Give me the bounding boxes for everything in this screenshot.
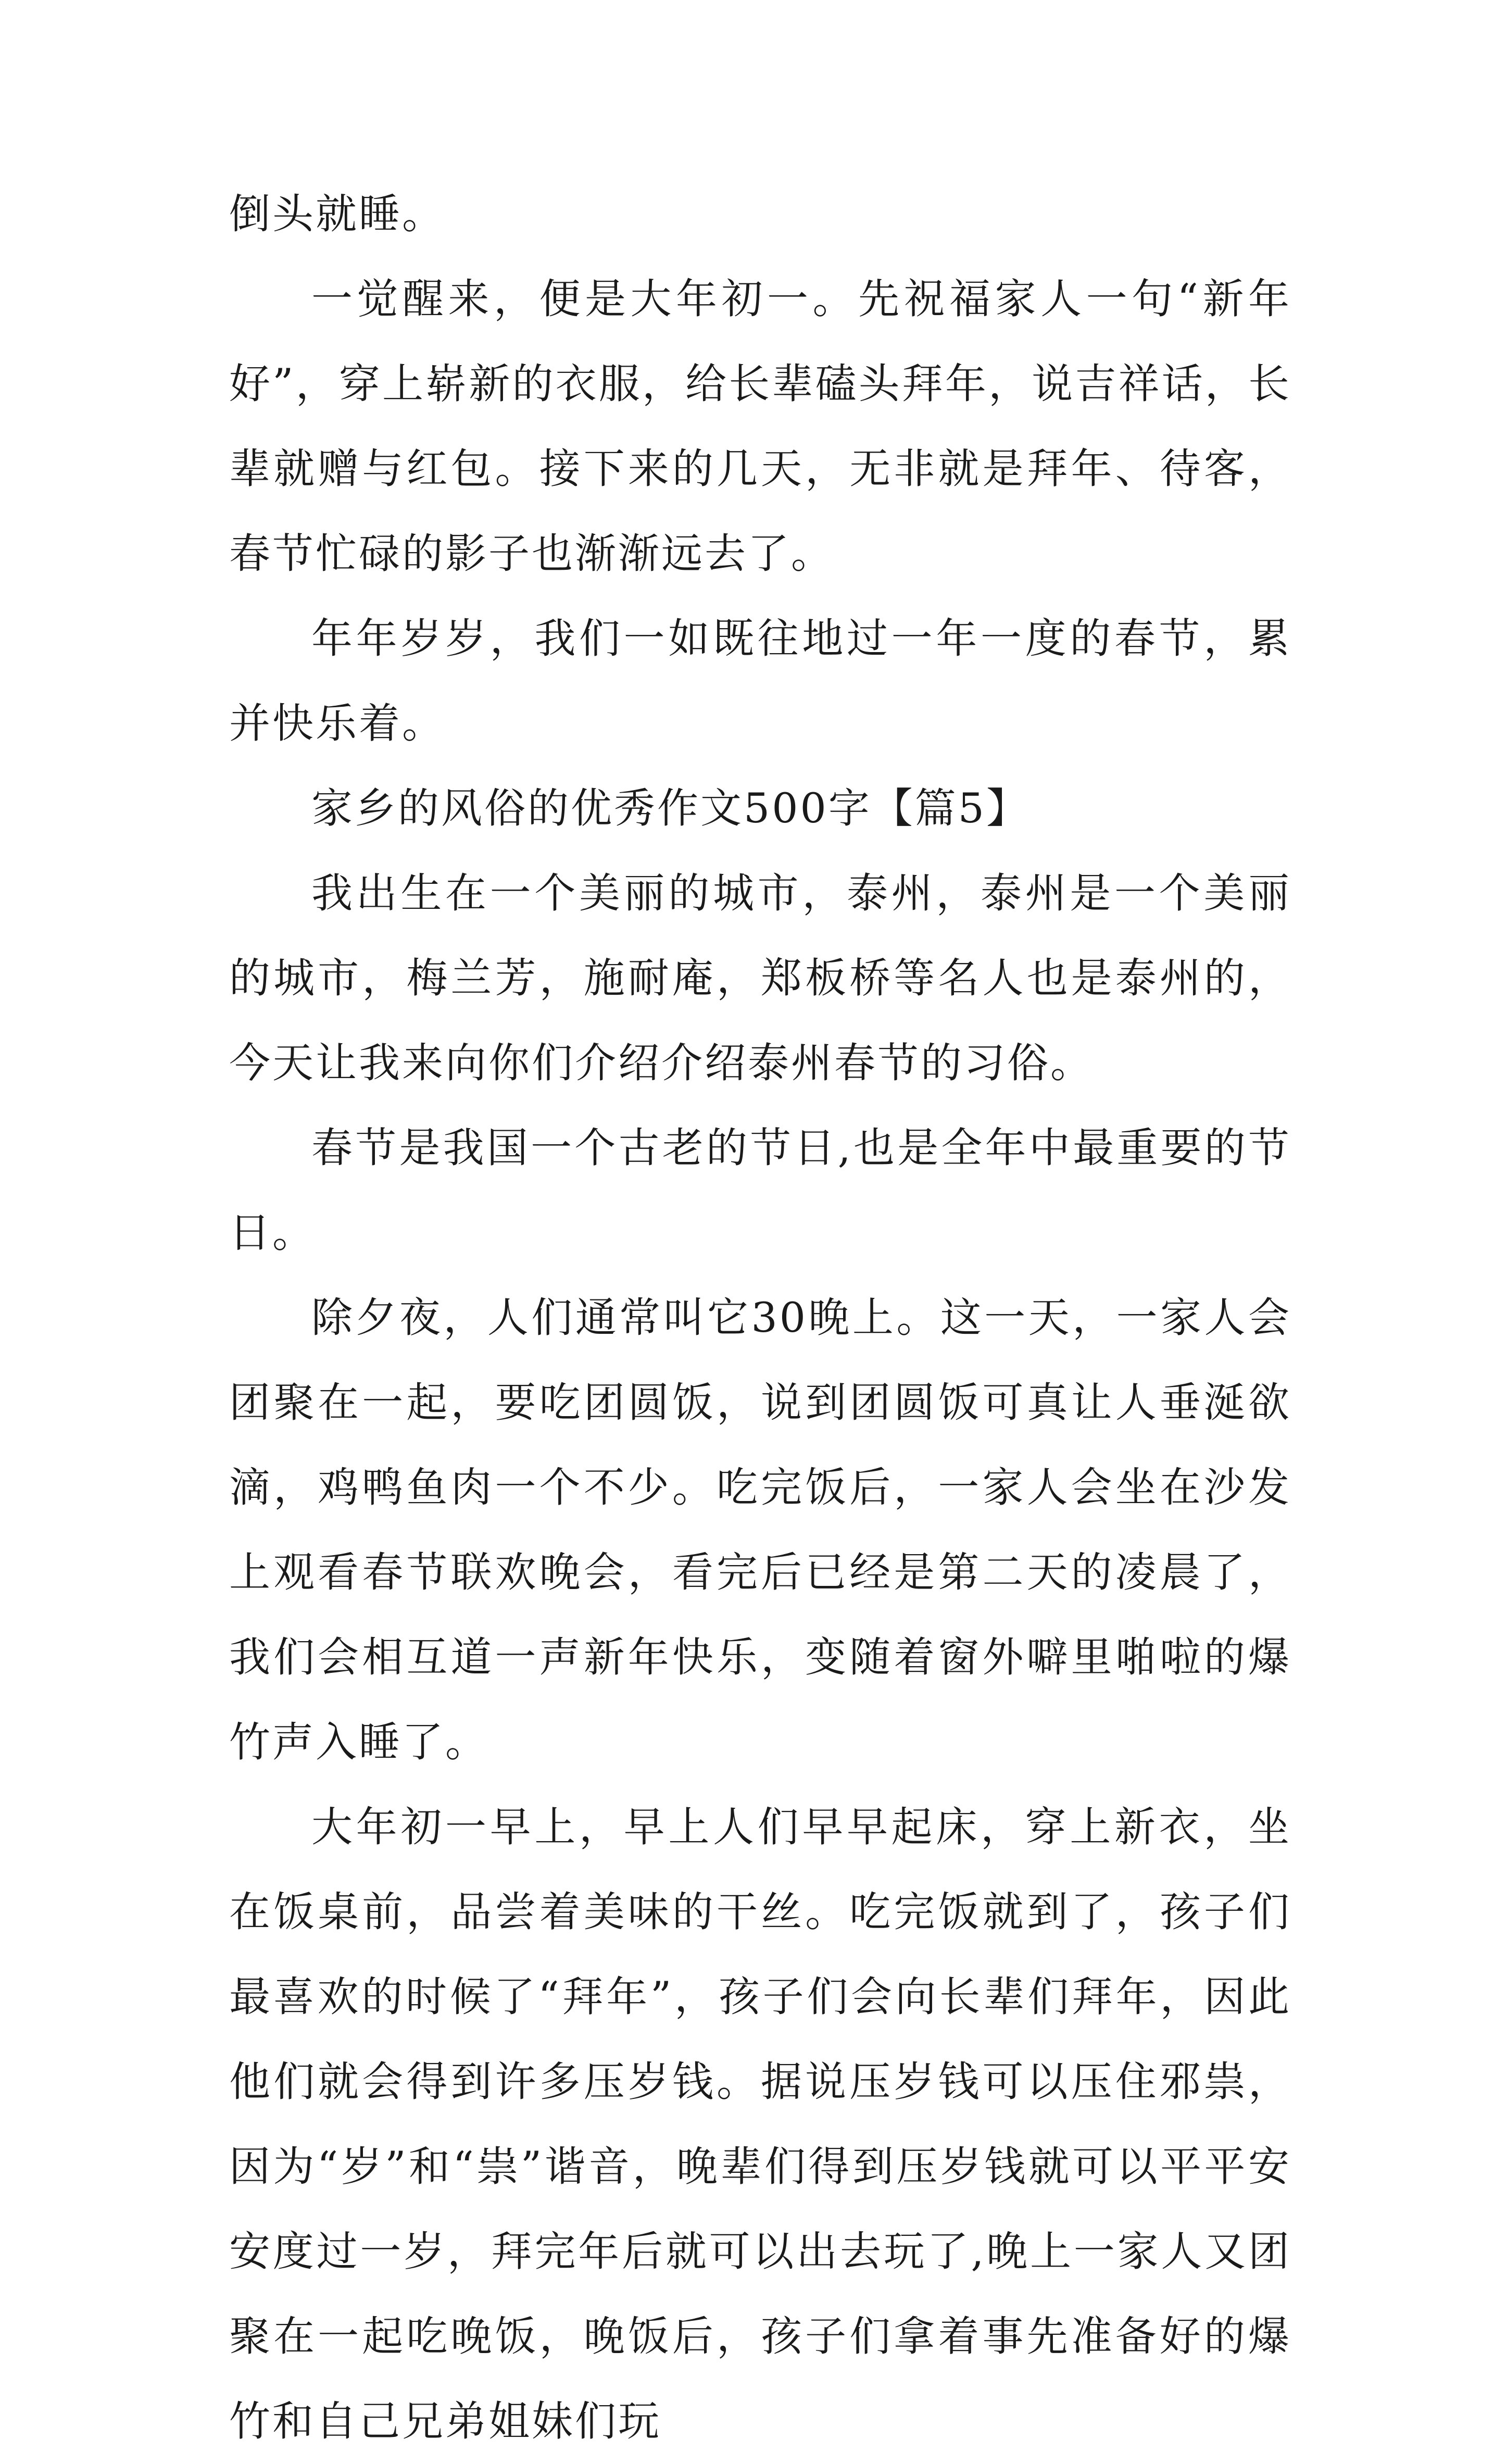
paragraph-8: 大年初一早上，早上人们早早起床，穿上新衣，坐在饭桌前，品尝着美味的干丝。吃完饭就到了，孩子们最喜欢的时候了“拜年”，孩子们会向长辈们拜年，因此他们就会得到许多压岁钱。据说压岁钱可以压住邪祟，因为“岁”和“祟”谐音，晚辈们得到压岁钱就可以平平安安度过一岁，拜完年后就可以出去玩了,晚上一家人又团聚在一起吃晚饭，晚饭后，孩子们拿着事先准备好的爆竹和自己兄弟姐妹们玩 <box>229 1803 1291 2445</box>
paragraph-7: 除夕夜，人们通常叫它30晚上。这一天，一家人会团聚在一起，要吃团圆饭，说到团圆饭可真让人垂涎欲滴，鸡鸭鱼肉一个不少。吃完饭后，一家人会坐在沙发上观看春节联欢晚会，看完后已经是第二天的凌晨了，我们会相互道一声新年快乐，变随着窗外噼里啪啦的爆竹声入睡了。 <box>229 1294 1291 1766</box>
paragraph-3: 年年岁岁，我们一如既往地过一年一度的春节，累并快乐着。 <box>229 615 1291 747</box>
paragraph-6: 春节是我国一个古老的节日,也是全年中最重要的节日。 <box>229 1124 1291 1257</box>
paragraph-2: 一觉醒来，便是大年初一。先祝福家人一句“新年好”，穿上崭新的衣服，给长辈磕头拜年，说吉祥话，长辈就赠与红包。接下来的几天，无非就是拜年、待客，春节忙碌的影子也渐渐远去了。 <box>229 275 1291 578</box>
essay-body <box>229 172 1291 2464</box>
paragraph-1: 倒头就睡。 <box>229 190 445 238</box>
paragraph-5: 我出生在一个美丽的城市，泰州，泰州是一个美丽的城市，梅兰芳，施耐庵，郑板桥等名人也是泰州的，今天让我来向你们介绍介绍泰州春节的习俗。 <box>229 869 1291 1087</box>
section-heading: 家乡的风俗的优秀作文500字【篇5】 <box>311 784 1030 832</box>
